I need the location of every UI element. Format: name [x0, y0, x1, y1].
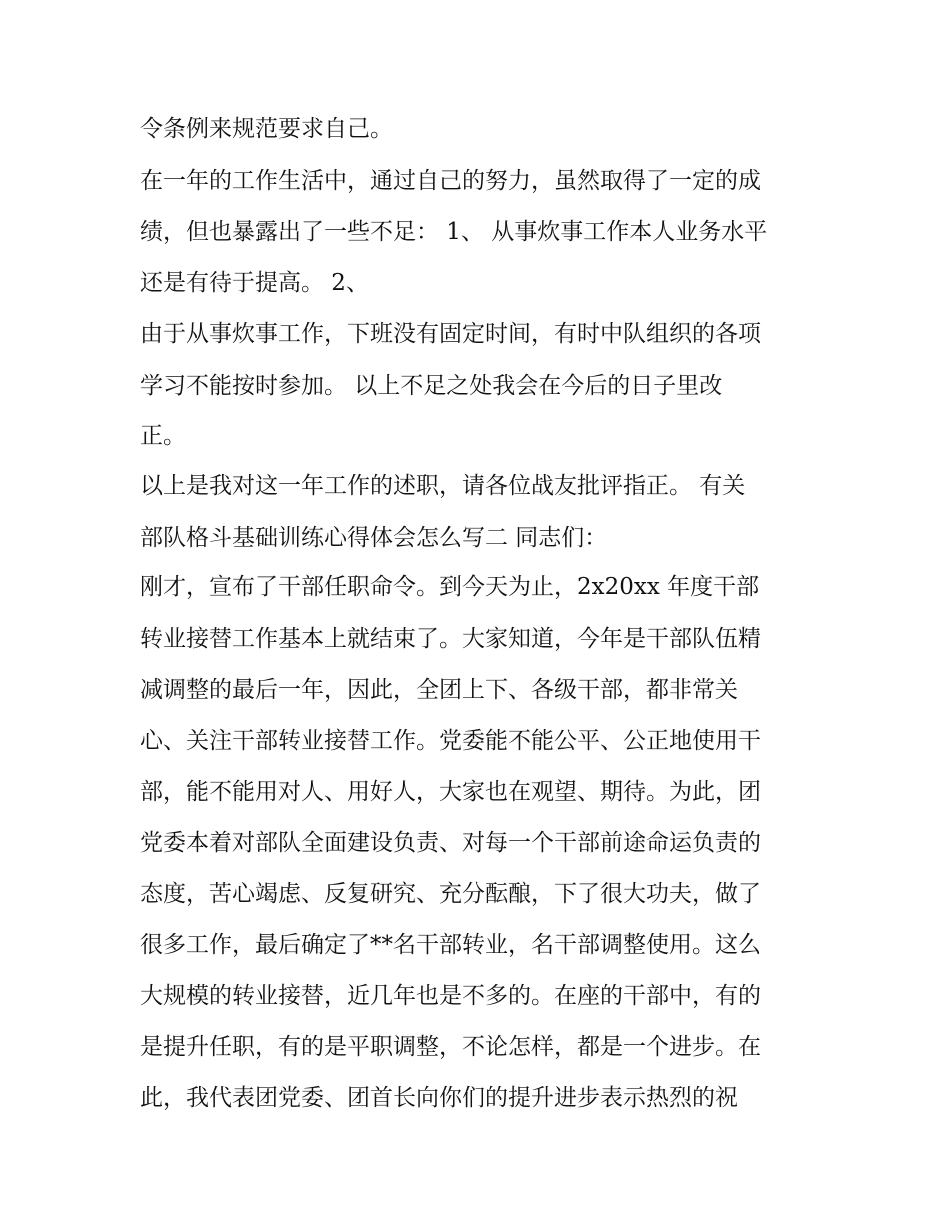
text-line: 是提升任职，有的是平职调整，不论怎样，都是一个进步。在	[140, 1034, 761, 1060]
text-line: 由于从事炊事工作，下班没有固定时间，有时中队组织的各项	[140, 321, 761, 347]
text-line: 部队格斗基础训练心得体会怎么写二 同志们：	[140, 525, 608, 551]
text-line: 还是有待于提高。 2、	[140, 270, 369, 296]
text-line: 部，能不能用对人、用好人，大家也在观望、期待。为此，团	[140, 779, 761, 805]
text-line: 大规模的转业接替，近几年也是不多的。在座的干部中，有的	[140, 983, 761, 1009]
text-line: 令条例来规范要求自己。	[140, 116, 393, 142]
text-line: 此，我代表团党委、团首长向你们的提升进步表示热烈的祝	[140, 1085, 738, 1111]
text-line: 学习不能按时参加。 以上不足之处我会在今后的日子里改	[140, 373, 723, 399]
text-line: 刚才，宣布了干部任职命令。到今天为止，2x20xx 年度干部	[140, 574, 760, 600]
text-line: 很多工作，最后确定了**名干部转业，名干部调整使用。这么	[140, 932, 761, 958]
text-line: 态度，苦心竭虑、反复研究、充分酝酿，下了很大功夫，做了	[140, 881, 761, 907]
text-line: 在一年的工作生活中，通过自己的努力，虽然取得了一定的成	[140, 168, 761, 194]
text-line: 以上是我对这一年工作的述职，请各位战友批评指正。 有关	[140, 473, 746, 499]
text-line: 绩，但也暴露出了一些不足： 1、 从事炊事工作本人业务水平	[140, 219, 768, 245]
text-line: 心、关注干部转业接替工作。党委能不能公平、公正地使用干	[140, 728, 761, 754]
text-line: 党委本着对部队全面建设负责、对每一个干部前途命运负责的	[140, 830, 761, 856]
text-line: 转业接替工作基本上就结束了。大家知道，今年是干部队伍精	[140, 626, 761, 652]
text-line: 减调整的最后一年，因此，全团上下、各级干部，都非常关	[140, 677, 738, 703]
text-line: 正。	[140, 423, 186, 449]
